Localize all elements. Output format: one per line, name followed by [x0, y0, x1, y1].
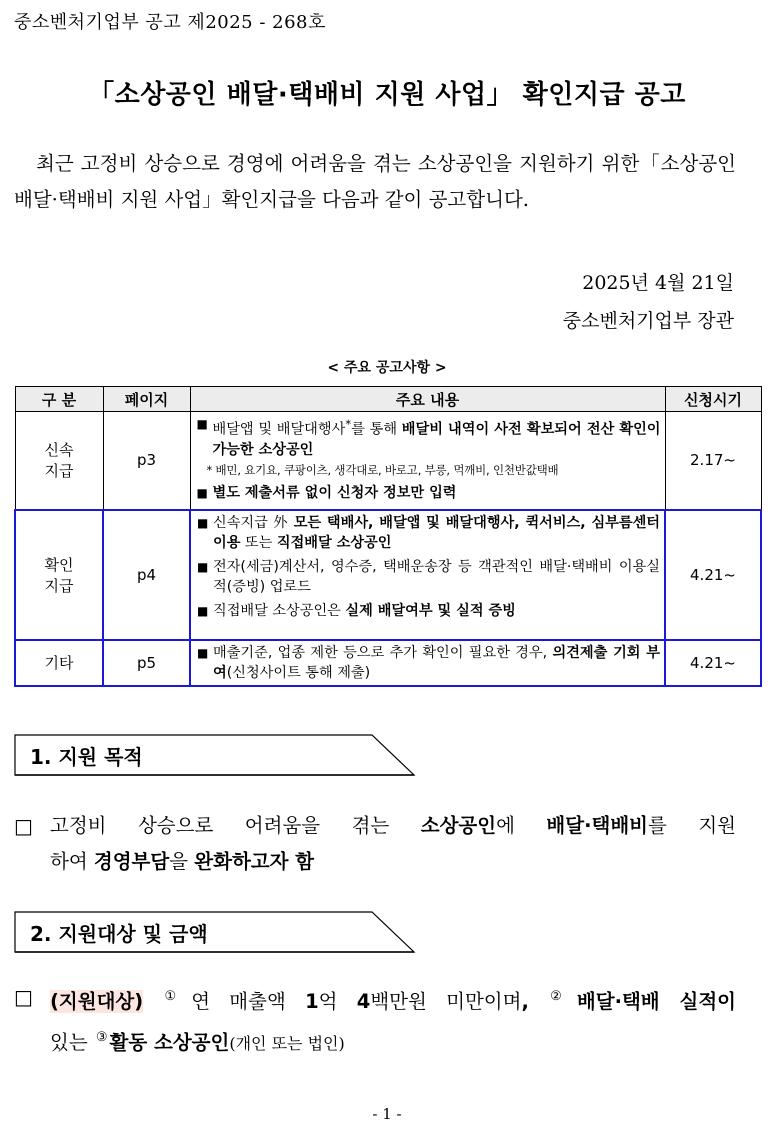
row1-page: p3 — [103, 412, 190, 510]
row1-period: 2.17~ — [665, 412, 761, 510]
section1-purpose: □ 고정비 상승으로 어려움을 겪는 소상공인에 배달·택배비를 지원 하여 경영부담을 완화하고자 함 — [14, 808, 736, 880]
checkbox-icon: □ — [14, 814, 33, 838]
row2-page: p4 — [103, 510, 190, 640]
notice-date: 2025년 4월 21일 — [582, 272, 734, 294]
row1-type — [15, 412, 103, 510]
row3-content — [190, 640, 665, 686]
row-confirm-payment — [15, 510, 761, 640]
header-period: 신청시기 — [665, 387, 761, 412]
row2-bullet-3: ■ 직접배달 소상공인은 실제 배달여부 및 실적 증빙 — [197, 602, 516, 619]
bullet-square-icon: ■ — [197, 645, 209, 660]
row3-type: 기타 — [15, 640, 103, 686]
summary-header-row — [15, 387, 761, 412]
summary-caption: < 주요 공고사항 > — [327, 360, 447, 376]
row1-bullet-1: ■ 배달앱 및 배달대행사*를 통해 배달비 내역이 사전 확보되어 전산 확인이 가능한 소상공인 — [197, 414, 661, 460]
bullet-square-icon: ■ — [197, 559, 209, 574]
bullet-square-icon: ■ — [196, 485, 208, 500]
summary-table — [14, 386, 762, 687]
target-label: (지원대상) — [50, 990, 144, 1013]
checkbox-icon: □ — [14, 985, 33, 1009]
row-quick-payment — [15, 412, 761, 510]
row2-type-b: 지급 — [44, 576, 74, 595]
section2-target: □ (지원대상) ① 연 매출액 1억 4백만원 미만이며, ② 배달·택배 실적이 있는 ③ 활동 소상공인(개인 또는 법인) — [14, 979, 736, 1062]
row3-page: p5 — [103, 640, 190, 686]
row2-period: 4.21~ — [665, 510, 761, 640]
page-number: - 1 - — [372, 1105, 402, 1123]
row2-type — [15, 510, 103, 640]
row3-period: 4.21~ — [665, 640, 761, 686]
section1-title: 1. 지원 목적 — [30, 745, 143, 769]
row-other — [15, 640, 761, 686]
section2-title: 2. 지원대상 및 금액 — [30, 922, 208, 946]
document-title: 「소상공인 배달·택배비 지원 사업」 확인지급 공고 — [88, 80, 686, 110]
header-type: 구 분 — [15, 387, 103, 412]
row2-type-a: 확인 — [44, 555, 74, 574]
bullet-square-icon: ■ — [196, 417, 208, 431]
row1-type-a: 신속 — [44, 441, 74, 460]
bullet-square-icon: ■ — [197, 515, 209, 530]
notice-number: 중소벤처기업부 공고 제2025 - 268호 — [14, 12, 326, 33]
row2-bullet-1: ■ 신속지급 外 모든 택배사, 배달앱 및 배달대행사, 퀵서비스, 심부름센터 이용 또는 직접배달 소상공인 — [197, 514, 661, 551]
row1-bullet-2: ■ 별도 제출서류 없이 신청자 정보만 입력 — [196, 484, 457, 501]
row2-bullet-2: ■ 전자(세금)계산서, 영수증, 택배운송장 등 객관적인 배달·택배비 이용실적(증빙) 업로드 — [197, 558, 660, 595]
issuer-minister: 중소벤처기업부 장관 — [562, 310, 734, 332]
bullet-square-icon: ■ — [197, 603, 209, 618]
row1-type-b: 지급 — [44, 462, 74, 481]
row1-content — [190, 412, 665, 510]
row2-content — [190, 510, 665, 640]
header-page: 페이지 — [103, 387, 190, 412]
header-content: 주요 내용 — [190, 387, 665, 412]
row1-footnote: * 배민, 요기요, 쿠팡이츠, 생각대로, 바로고, 부릉, 먹깨비, 인천반값택배 — [206, 462, 559, 477]
intro-paragraph: 최근 고정비 상승으로 경영에 어려움을 겪는 소상공인을 지원하기 위한「소상공인 배달·택배비 지원 사업」확인지급을 다음과 같이 공고합니다. — [14, 152, 736, 211]
row3-bullet-1: ■ 매출기준, 업종 제한 등으로 추가 확인이 필요한 경우, 의견제출 기회 부여(신청사이트 통해 제출) — [197, 644, 660, 681]
